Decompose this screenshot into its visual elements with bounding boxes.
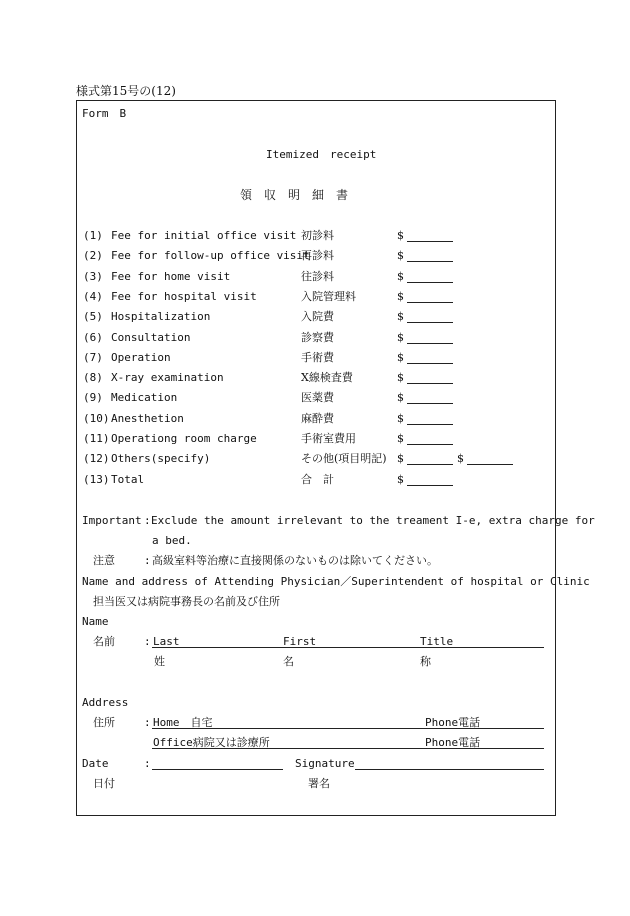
amount-field-line[interactable] [407, 241, 453, 242]
dollar-sign: $ [397, 432, 404, 445]
item-row [83, 270, 543, 284]
first-name-label-jp: 名 [283, 655, 294, 668]
amount-field-line[interactable] [407, 282, 453, 283]
item-row [83, 371, 543, 385]
item-label-english: Medication [111, 391, 178, 405]
title-label: Title [420, 635, 454, 648]
home-address-label: Home 自宅 [153, 716, 213, 729]
item-row [83, 351, 543, 365]
item-label-japanese: 手術室費用 [301, 432, 356, 445]
item-row [83, 412, 543, 426]
item-label-japanese: 初診料 [301, 229, 334, 242]
amount-field-line[interactable] [407, 302, 453, 303]
physician-heading-english: Name and address of Attending Physician／Superintendent of hospital or Clinic [82, 575, 590, 588]
item-row [83, 473, 543, 487]
amount-field-line[interactable] [407, 383, 453, 384]
item-row [83, 229, 543, 243]
signature-label-japanese: 署名 [308, 777, 330, 790]
item-number: (2) [83, 249, 103, 263]
title-label-jp: 称 [420, 655, 431, 668]
item-label-english: Fee for home visit [111, 269, 231, 283]
office-phone-label: Phone電話 [425, 736, 481, 749]
dollar-sign: $ [397, 249, 404, 263]
date-label-english: Date [82, 757, 109, 770]
signature-field-line[interactable] [355, 769, 544, 770]
item-number: (1) [83, 229, 103, 242]
item-row [83, 290, 543, 304]
date-label-japanese: 日付 [93, 777, 115, 790]
item-number: (3) [83, 269, 103, 283]
item-label-japanese: 再診料 [301, 249, 334, 263]
first-name-label: First [283, 635, 317, 648]
name-colon: : [144, 635, 151, 648]
item-label-english: Operationg room charge [111, 432, 257, 445]
item-label-english: Consultation [111, 330, 191, 344]
item-number: (11) [83, 432, 110, 445]
dollar-sign: $ [397, 310, 404, 324]
physician-heading-japanese: 担当医又は病院事務長の名前及び住所 [93, 595, 280, 608]
amount-field-line[interactable] [407, 322, 453, 323]
dollar-sign: $ [397, 229, 404, 242]
item-row [83, 249, 543, 263]
item-label-english: Fee for hospital visit [111, 289, 257, 303]
important-label: Important [82, 514, 142, 527]
item-number: (5) [83, 310, 103, 324]
item-label-japanese: 入院管理料 [301, 289, 356, 303]
item-label-japanese: 手術費 [301, 350, 334, 364]
amount-field-line[interactable] [407, 424, 453, 425]
dollar-sign: $ [397, 371, 404, 385]
dollar-sign: $ [397, 350, 404, 364]
item-number: (12) [83, 452, 110, 466]
item-label-english: Hospitalization [111, 310, 211, 324]
dollar-sign: $ [397, 472, 404, 486]
amount-field-line[interactable] [407, 403, 453, 404]
date-field-line[interactable] [152, 769, 283, 770]
item-label-japanese: 医薬費 [301, 391, 334, 405]
name-field-line[interactable] [152, 647, 544, 648]
last-name-label: Last [153, 635, 180, 648]
dollar-sign: $ [397, 411, 404, 425]
title-japanese: 領 収 明 細 書 [240, 188, 349, 202]
item-row [83, 432, 543, 446]
item-number: (4) [83, 289, 103, 303]
amount-field-line[interactable] [407, 343, 453, 344]
address-label-english: Address [82, 696, 129, 709]
important-text-line2: a bed. [152, 534, 192, 547]
item-number: (6) [83, 330, 103, 344]
item-label-english: Others(specify) [111, 452, 211, 466]
item-label-japanese: 入院費 [301, 310, 334, 324]
item-row [83, 310, 543, 324]
item-label-japanese: 合 計 [301, 472, 334, 486]
important-jp-colon: : [144, 554, 151, 567]
address-label-japanese: 住所 [93, 716, 115, 729]
item-number: (7) [83, 350, 103, 364]
office-address-label: Office病院又は診療所 [153, 736, 270, 749]
dollar-sign: $ [397, 289, 404, 303]
second-amount-field-line[interactable] [467, 464, 513, 465]
name-label-japanese: 名前 [93, 635, 115, 648]
address-colon: : [144, 716, 151, 729]
amount-field-line[interactable] [407, 261, 453, 262]
item-row [83, 452, 543, 466]
item-label-japanese: 診察費 [301, 330, 334, 344]
form-label: Form B [82, 107, 127, 120]
title-english: Itemized receipt [266, 148, 377, 161]
item-label-english: X-ray examination [111, 371, 224, 385]
item-number: (9) [83, 391, 103, 405]
last-name-label-jp: 姓 [154, 655, 165, 668]
amount-field-line[interactable] [407, 363, 453, 364]
item-number: (8) [83, 371, 103, 385]
item-number: (10) [83, 411, 110, 425]
amount-field-line[interactable] [407, 464, 453, 465]
name-label-english: Name [82, 615, 109, 628]
item-label-english: Fee for follow-up office visit [111, 249, 310, 263]
important-text-line1: Exclude the amount irrelevant to the treament I-e, extra charge for [151, 514, 595, 527]
important-colon: : [144, 514, 151, 527]
item-label-english: Operation [111, 350, 171, 364]
form-reference-number: 様式第15号の(12) [76, 84, 176, 98]
item-label-english: Total [111, 472, 145, 486]
item-label-english: Anesthetion [111, 411, 184, 425]
dollar-sign: $ [397, 452, 404, 466]
dollar-sign: $ [397, 269, 404, 283]
important-jp-label: 注意 [93, 554, 115, 567]
item-row [83, 331, 543, 345]
second-dollar-sign: $ [457, 452, 464, 466]
item-label-japanese: 往診料 [301, 269, 334, 283]
item-label-japanese: その他(項目明記) [301, 452, 387, 466]
item-number: (13) [83, 472, 110, 486]
item-row [83, 391, 543, 405]
date-colon: : [144, 757, 151, 770]
dollar-sign: $ [397, 330, 404, 344]
item-label-english: Fee for initial office visit [111, 229, 297, 242]
important-jp-text: 高級室料等治療に直接関係のないものは除いてください。 [152, 554, 438, 567]
item-label-japanese: X線検査費 [301, 371, 353, 385]
home-phone-label: Phone電話 [425, 716, 481, 729]
dollar-sign: $ [397, 391, 404, 405]
amount-field-line[interactable] [407, 444, 453, 445]
item-label-japanese: 麻酔費 [301, 411, 334, 425]
signature-label-english: Signature [295, 757, 355, 770]
amount-field-line[interactable] [407, 485, 453, 486]
